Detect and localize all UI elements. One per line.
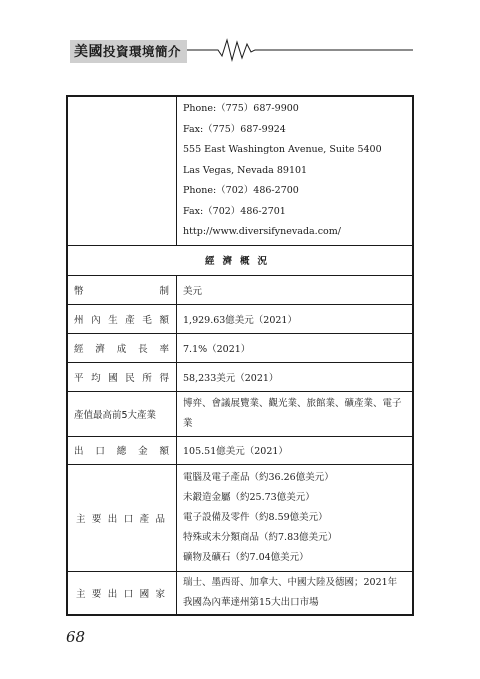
gsp-label: 州內生產毛額: [67, 304, 177, 333]
growth-label: 經濟成長率: [67, 333, 177, 362]
economic-info-table: [66, 95, 414, 616]
page-header: [70, 36, 420, 66]
contact-phone-1: Phone:（775）687-9900: [183, 103, 299, 114]
export-products-label: 主要出口產品: [67, 464, 177, 571]
table-row-export-countries: [67, 571, 413, 615]
export-product-item: 電子設備及零件（約8.59億美元）: [183, 511, 328, 523]
contact-address-city: Las Vegas, Nevada 89101: [183, 164, 308, 176]
export-countries-value: 瑞士、墨西哥、加拿大、中國大陸及德國；2021年我國為內華達州第15大出口市場: [177, 571, 414, 615]
contact-fax-1: Fax:（775）687-9924: [183, 123, 286, 135]
export-total-label: 出口總金額: [67, 436, 177, 464]
industries-value: 博弈、會議展覽業、觀光業、旅館業、礦產業、電子業: [177, 391, 414, 436]
header-title-country: 美國: [74, 44, 103, 60]
export-product-item: 電腦及電子產品（約36.26億美元）: [183, 471, 334, 483]
contact-website-link[interactable]: http://www.diversifynevada.com/: [183, 226, 341, 237]
income-value: 58,233美元（2021）: [177, 362, 414, 391]
contact-fax-2: Fax:（702）486-2701: [183, 205, 286, 217]
gsp-value: 1,929.63億美元（2021）: [177, 304, 414, 333]
export-total-value: 105.51億美元（2021）: [177, 436, 414, 464]
table-row-income: [67, 362, 413, 391]
contact-label-cell: [67, 96, 177, 245]
contact-row: [67, 96, 413, 245]
section-title-row: [67, 245, 413, 275]
export-product-item: 特殊或未分類商品（約7.83億美元）: [183, 531, 338, 543]
export-product-item: 未鍛造金屬（約25.73億美元）: [183, 491, 315, 503]
contact-details-cell: [177, 96, 414, 245]
growth-value: 7.1%（2021）: [177, 333, 414, 362]
table-row-currency: [67, 275, 413, 304]
income-label: 平均國民所得: [67, 362, 177, 391]
currency-label: 幣制: [67, 275, 177, 304]
contact-phone-2: Phone:（702）486-2700: [183, 185, 299, 196]
header-title-subtitle: 投資環境簡介: [103, 44, 182, 59]
table-row-growth: [67, 333, 413, 362]
table-row-industries: [67, 391, 413, 436]
table-row-export-total: [67, 436, 413, 464]
table-row-gsp: [67, 304, 413, 333]
industries-label: 產值最高前5大產業: [67, 391, 177, 436]
section-title: 經濟概況: [67, 245, 413, 275]
header-title: [70, 40, 187, 63]
export-product-item: 礦物及礦石（約7.04億美元）: [183, 551, 309, 563]
table-row-export-products: [67, 464, 413, 571]
contact-address-street: 555 East Washington Avenue, Suite 5400: [183, 144, 382, 155]
currency-value: 美元: [177, 275, 414, 304]
export-products-list: [177, 464, 414, 571]
export-countries-label: 主要出口國家: [67, 571, 177, 615]
page-number: 68: [66, 628, 86, 646]
